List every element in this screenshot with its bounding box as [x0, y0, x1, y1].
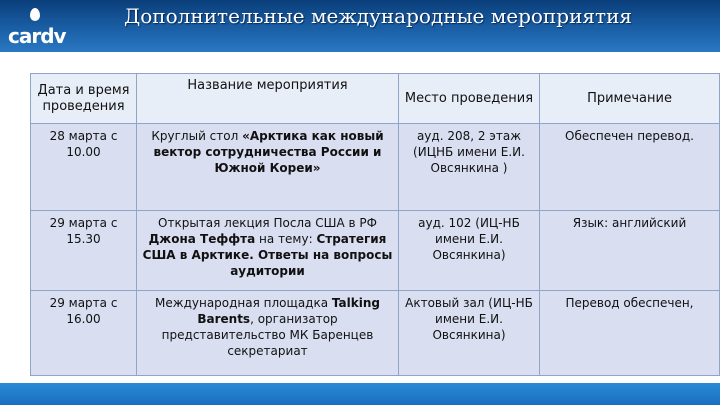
name-bold-text-2: Стратегия США в Арктике. Ответы на вопросы аудитории [142, 232, 393, 278]
cell-note: Язык: английский [540, 211, 720, 291]
name-text: Открытая лекция Посла США в РФ [158, 216, 377, 230]
cell-place: Актовый зал (ИЦ-НБ имени Е.И. Овсянкина) [399, 291, 540, 376]
logo-text: cardv [8, 24, 66, 48]
name-text: Международная площадка [155, 296, 332, 310]
page-title: Дополнительные международные мероприятия [124, 4, 633, 28]
cell-place: ауд. 102 (ИЦ-НБ имени Е.И. Овсянкина) [399, 211, 540, 291]
cell-name [137, 291, 399, 376]
cell-note: Перевод обеспечен, [540, 291, 720, 376]
name-text-mid: на тему: [255, 232, 317, 246]
cell-name [137, 124, 399, 211]
table-header-row [31, 74, 720, 124]
table-row [31, 211, 720, 291]
header-place: Место проведения [399, 74, 540, 124]
name-bold-text: Джона Теффта [148, 232, 256, 246]
logo-drop-icon [30, 8, 40, 21]
table-row [31, 124, 720, 211]
footer-bar [0, 383, 720, 405]
header-date: Дата и время проведения [31, 74, 137, 124]
events-table [30, 73, 720, 376]
header-note: Примечание [540, 74, 720, 124]
header-bar [0, 0, 720, 52]
logo [8, 8, 66, 48]
cell-date: 29 марта с 16.00 [31, 291, 137, 376]
cell-note: Обеспечен перевод. [540, 124, 720, 211]
table-row [31, 291, 720, 376]
cell-date: 29 марта с 15.30 [31, 211, 137, 291]
name-bold-text: «Арктика как новый вектор сотрудничества России и Южной Кореи» [153, 129, 384, 175]
header-name: Название мероприятия [137, 74, 399, 124]
cell-place: ауд. 208, 2 этаж (ИЦНБ имени Е.И. Овсянкина ) [399, 124, 540, 211]
name-text: Круглый стол [151, 129, 243, 143]
name-bold-text: Talking Barents [197, 296, 380, 326]
name-text-post: , организатор представительство МК Баренцев секретариат [161, 312, 374, 358]
cell-date: 28 марта с 10.00 [31, 124, 137, 211]
cell-name [137, 211, 399, 291]
